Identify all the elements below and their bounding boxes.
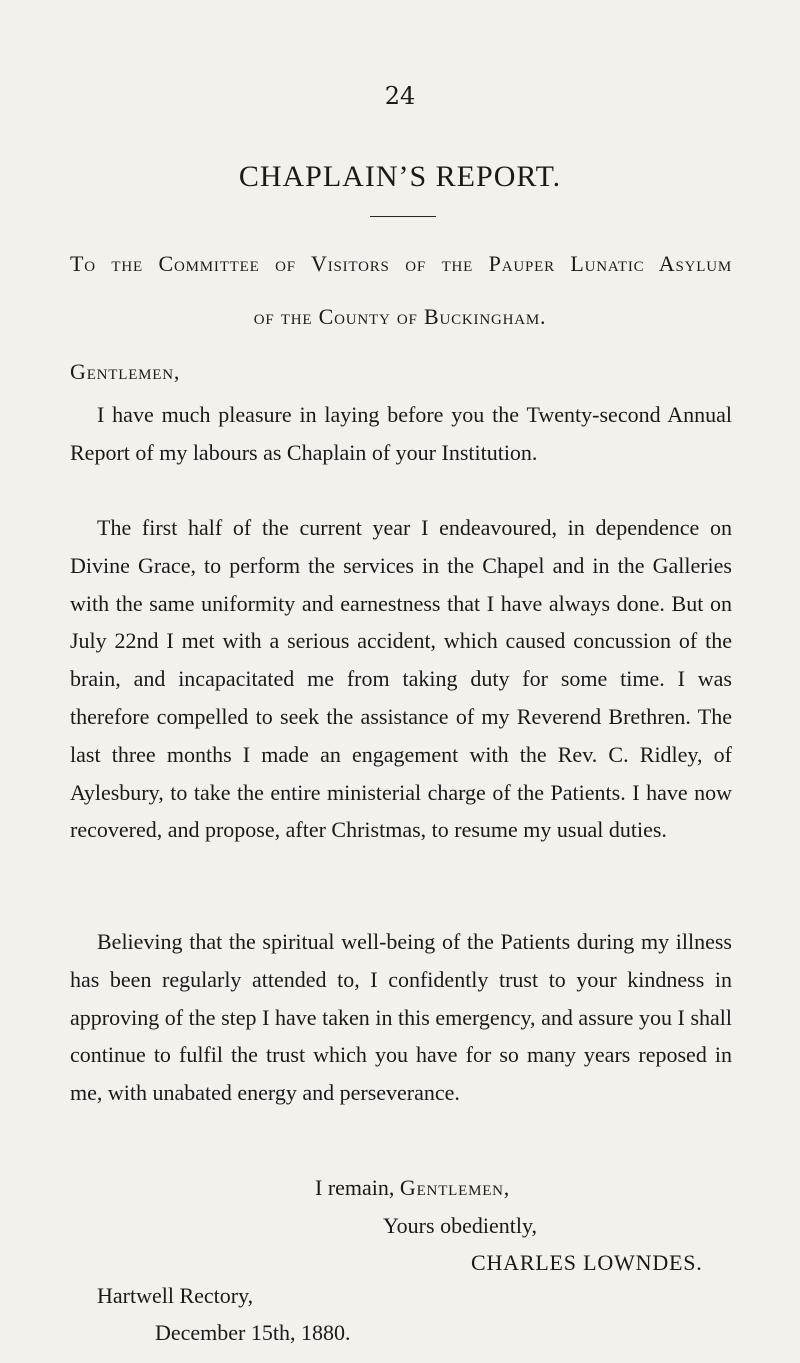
address-line-2: of the County of Buckingham.: [253, 304, 547, 329]
paragraph-2: The first half of the current year I endeavoured, in dependence on Divine Grace, to perform the services in the Chapel and in the Galleries with the same uniformity and earnestness that I have always done. But on July 22nd I met with a serious accident, which caused concussion of the brain, and incapacitated me from taking duty for some time. I was therefore compelled to seek the assistance of my Reverend Brethren. The last three months I made an engagement with the Rev. C. Ridley, of Aylesbury, to take the entire ministerial charge of the Patients. I have now recovered, and propose, after Christmas, to resume my usual duties.: [70, 515, 732, 843]
closing-remain: [315, 1175, 510, 1201]
paragraph-3: Believing that the spiritual well-being of the Patients during my illness has been regularly attended to, I confidently trust to your kindness in approving of the step I have taken in this emergency, and assure you I shall continue to fulfil the trust which you have for so many years reposed in me, with unabated energy and perseverance.: [70, 929, 732, 1106]
salutation: Gentlemen,: [70, 359, 181, 384]
closing-remain-address: Gentlemen,: [399, 1175, 511, 1200]
page-number: 24: [384, 82, 416, 110]
place-line: Hartwell Rectory,: [97, 1283, 254, 1308]
closing-yours: Yours obediently,: [383, 1213, 538, 1238]
paragraph-1: I have much pleasure in laying before you the Twenty-second Annual Report of my labours as Chaplain of your Institution.: [70, 402, 732, 465]
report-title: CHAPLAIN’S REPORT.: [238, 160, 562, 193]
title-divider: [370, 216, 436, 217]
address-line-1: To the Committee of Visitors of the Pauper Lunatic Asylum: [70, 251, 732, 276]
signatory-name: CHARLES LOWNDES.: [471, 1250, 703, 1275]
date-line: December 15th, 1880.: [155, 1320, 351, 1345]
closing-remain-text: I remain,: [315, 1175, 395, 1200]
